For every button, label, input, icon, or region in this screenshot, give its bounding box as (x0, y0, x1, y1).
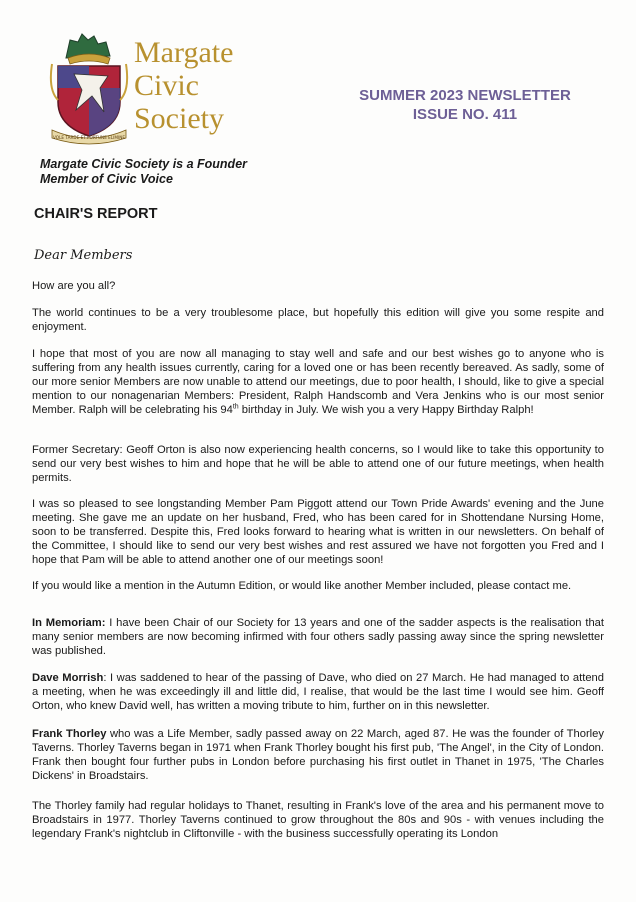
founder-statement (40, 157, 247, 187)
paragraph: If you would like a mention in the Autumn Edition, or would like another Member included, please contact me. (32, 580, 572, 592)
paragraph (32, 728, 604, 784)
paragraph: The Thorley family had regular holidays to Thanet, resulting in Frank's love of the area and his permanent move to Broadstairs in 1977. Thorley Taverns continued to grow throughout the 80s and 90s - with venues including the legendary Frank's nightclub in Cliftonville - with the business successfully operating its London (32, 800, 604, 840)
paragraph: Former Secretary: Geoff Orton is also now experiencing health concerns, so I would like to take this opportunity to send our very best wishes to him and hope that he will be able to attend one of our future meetings, when health permits. (32, 444, 604, 484)
ordinal-suffix: th (232, 402, 239, 410)
paragraph (32, 348, 604, 418)
salutation: Dear Members (34, 248, 133, 263)
paragraph-text: : I was saddened to hear of the passing of Dave, who died on 27 March. He had managed to attend a meeting, when he was exceedingly ill and little did, I realise, that would be the last time I would see him. Geoff Orton, who knew David well, has written a moving tribute to him, further on in this newsletter. (32, 672, 604, 712)
founder-line: Member of Civic Voice (40, 172, 173, 186)
paragraph (32, 617, 604, 659)
paragraph: How are you all? (32, 280, 116, 292)
founder-line: Margate Civic Society is a Founder (40, 157, 248, 171)
paragraph-lead: Dave Morrish (32, 672, 104, 684)
society-name-line: Margate (134, 36, 234, 69)
civic-crest-logo (48, 30, 130, 148)
paragraph: The world continues to be a very troublesome place, but hopefully this edition will give you some respite and enjoyment. (32, 307, 604, 333)
society-name (134, 36, 233, 135)
paragraph-text: I have been Chair of our Society for 13 years and one of the sadder aspects is the realisation that many senior members are now becoming infirmed with four others sadly passing away since the spring newsletter was published. (32, 617, 604, 657)
paragraph-lead: In Memoriam: (32, 617, 106, 629)
svg-text:VOLE TARDE ET FORTUNE ELIMINE: VOLE TARDE ET FORTUNE ELIMINE (52, 135, 126, 140)
report-title: CHAIR'S REPORT (34, 206, 158, 222)
newsletter-heading (340, 86, 590, 124)
paragraph-text: I hope that most of you are now all managing to stay well and safe and our best wishes go to anyone who is suffering from any health issues currently, caring for a loved one or has been recently bereaved. As sadly, some of our more senior Members are now unable to attend our meetings, due to poor health, I should, like to give a special mention to our nonagenarian Members: President, Ralph Handscomb and Vera Jenkins who is our most senior Member. Ralph will be celebrating his 94 (32, 348, 604, 416)
society-name-line: Society (134, 102, 224, 135)
society-name-line: Civic (134, 69, 199, 102)
paragraph-text: who was a Life Member, sadly passed away on 22 March, aged 87. He was the founder of Thorley Taverns. Thorley Taverns began in 1971 when Frank Thorley bought his first pub, 'The Angel', in the City of London. Frank then bought four further pubs in London before purchasing his first outlet in Thanet in 1975, 'The Charles Dickens' in Broadstairs. (32, 728, 604, 782)
issue-number: ISSUE NO. 411 (412, 106, 518, 123)
paragraph-lead: Frank Thorley (32, 728, 107, 740)
newsletter-title: SUMMER 2023 NEWSLETTER (359, 87, 571, 104)
paragraph: I was so pleased to see longstanding Member Pam Piggott attend our Town Pride Awards' evening and the June meeting. She gave me an update on her husband, Fred, who has been cared for in Shottendane Nursing Home, soon to be transferred. Despite this, Fred looks forward to hearing what is written in our newsletters. On behalf of the Committee, I should like to send our very best wishes and rest assured we have not forgotten you Fred and I hope that Pam will be able to attend another one of our meetings soon! (32, 498, 604, 566)
paragraph-text: birthday in July. We wish you a very Happy Birthday Ralph! (238, 403, 534, 416)
paragraph (32, 672, 604, 714)
